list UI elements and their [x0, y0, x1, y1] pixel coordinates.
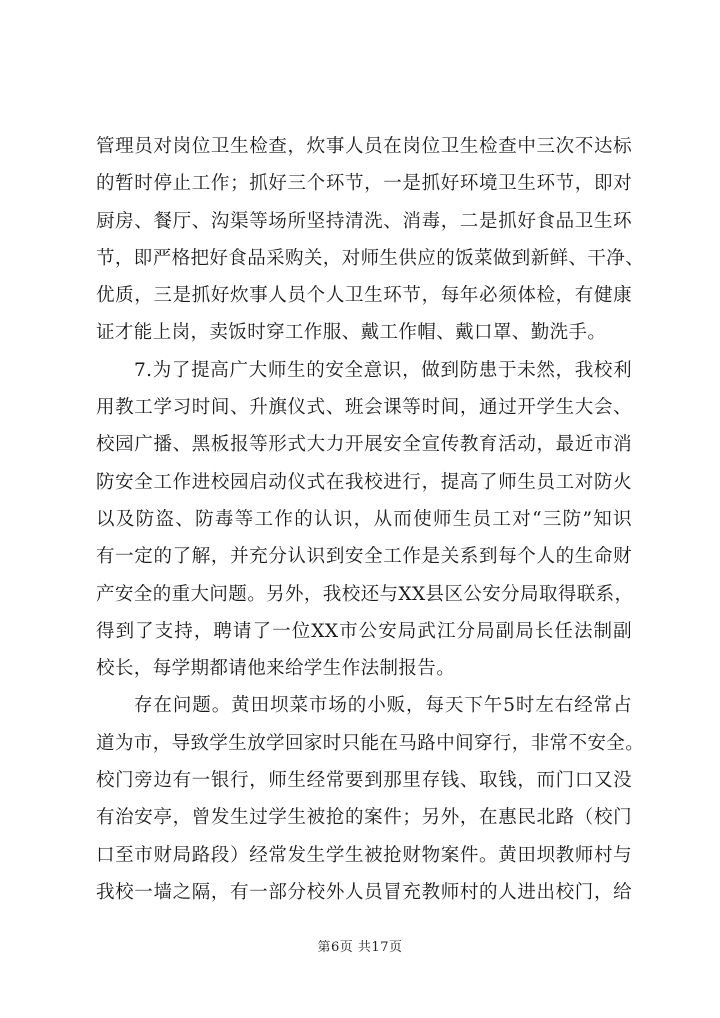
text-line: 校长，每学期都请他来给学生作法制报告。: [96, 658, 456, 680]
paragraph-existing-problems: [96, 687, 645, 911]
text-line: 有一定的了解，并充分认识到安全工作是关系到每个人的生命财: [96, 546, 632, 568]
text-line: 节，即严格把好食品采购关，对师生供应的饭菜做到新鲜、干净、: [96, 247, 645, 269]
text-line: 口至市财局路段）经常发生学生被抢财物案件。黄田坝教师村与: [96, 844, 632, 866]
text-line: 证才能上岗，卖饭时穿工作服、戴工作帽、戴口罩、勤洗手。: [96, 322, 607, 344]
text-line: 校园广播、黑板报等形式大力开展安全宣传教育活动，最近市消: [96, 434, 632, 456]
text-line: 7.为了提高广大师生的安全意识，做到防患于未然，我校利: [134, 359, 632, 381]
text-line: 防安全工作进校园启动仪式在我校进行，提高了师生员工对防火: [96, 471, 632, 493]
text-line: 得到了支持，聘请了一位XX市公安局武江分局副局长任法制副: [96, 620, 632, 642]
text-line: 道为市，导致学生放学回家时只能在马路中间穿行，非常不安全。: [96, 732, 645, 754]
text-line: 存在问题。黄田坝菜市场的小贩，每天下午5时左右经常占: [134, 695, 632, 717]
text-line: 管理员对岗位卫生检查，炊事人员在岗位卫生检查中三次不达标: [96, 136, 632, 157]
paragraph-hygiene: [96, 128, 645, 352]
text-line: 有治安亭，曾发生过学生被抢的案件；另外，在惠民北路（校门: [96, 807, 632, 829]
document-body: [96, 128, 645, 911]
text-line: 以及防盗、防毒等工作的认识，从而使师生员工对“三防”知识: [96, 508, 632, 530]
text-line: 优质，三是抓好炊事人员个人卫生环节，每年必须体检，有健康: [96, 285, 632, 307]
text-line: 校门旁边有一银行，师生经常要到那里存钱、取钱，而门口又没: [96, 770, 632, 792]
text-line: 我校一墙之隔，有一部分校外人员冒充教师村的人进出校门，给: [96, 881, 632, 903]
text-line: 厨房、餐厅、沟渠等场所坚持清洗、消毒，二是抓好食品卫生环: [96, 210, 632, 232]
text-line: 的暂时停止工作；抓好三个环节，一是抓好环境卫生环节，即对: [96, 173, 632, 195]
text-line: 产安全的重大问题。另外，我校还与XX县区公安分局取得联系，: [96, 583, 634, 605]
text-line: 用教工学习时间、升旗仪式、班会课等时间，通过开学生大会、: [96, 397, 632, 419]
page-footer: 第6页 共17页: [317, 940, 403, 955]
paragraph-safety-education: [96, 352, 632, 688]
